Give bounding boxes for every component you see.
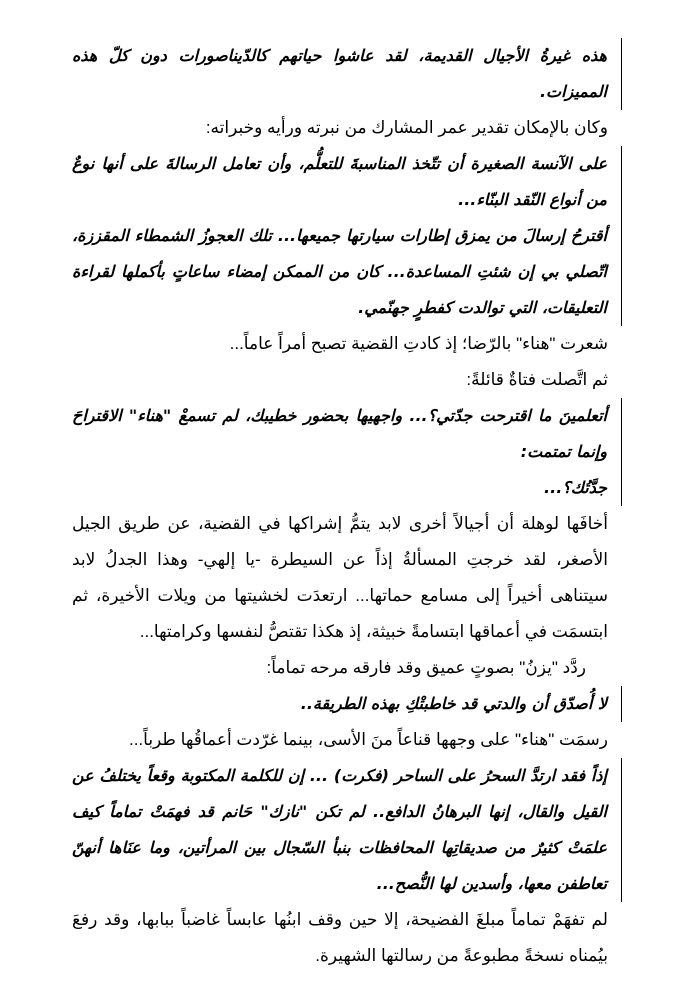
quote-block: [72, 686, 622, 722]
narrative-paragraph: أخافَها لوهلة أن أجيالاً أخرى لابد يتمُّ إشراكها في القضية، عن طريق الجيل الأصغر، لقد خرجتِ المسألةُ إذاً عن السيطرة -يا إلهي- وهذا الجدلُ لابد سيتناهى أخيراً إلى مسامع حماتها... ارتعدَت لخشيتها من ويلات الأخيرة، ثم ابتسمَت في أعماقها ابتسامةً خبيثة، إذ هكذا تقتصُّ لنفسها وكرامتها...: [72, 514, 608, 641]
quote-paragraph: هذه غيرةُ الأجيال القديمة، لقد عاشوا حياتهم كالدّيناصورات دون كلّ هذه المميزات.: [72, 46, 607, 101]
quote-block: [72, 38, 622, 110]
narrative-paragraph: ثم اتَّصلت فتاةٌ قائلةً:: [466, 370, 608, 389]
quote-paragraph: إذاً فقد ارتدَّ السحرُ على الساحر (فكرت) ... إن للكلمة المكتوبة وقعاً يختلفُ عن القيل والقال، إنها البرهانُ الدافع.. لم تكن "نازك" حَانم قد فهمَتْ تماماً كيف علمَتْ كثيرٌ من صديقاتِها المحافظات بنبأ السّجال بين المرأتين، وما عنَاها أنهنّ تعاطفن معها، وأسدين لها النُّصح...: [72, 766, 607, 893]
quote-paragraph: أتعلمينَ ما اقترحت جدّتي؟... واجهيها بحضور خطيبك، لم تسمعْ "هناء" الاقتراحَ وإنما تمتمت:: [72, 406, 607, 461]
quote-block: [72, 146, 622, 326]
narrative-paragraph: شعرت "هناء" بالرّضا؛ إذ كادتِ القضية تصبح أمراً عاماً...: [229, 334, 608, 353]
quote-paragraph: على الآنسة الصغيرة أن تتّخذ المناسبةَ للتعلُّم، وأن تعامل الرسالةَ على أنها نوعٌ من أنواع النّقد البنّاء...: [72, 154, 607, 209]
narrative-paragraph: لم تفهَمْ تماماً مبلغَ الفضيحة، إلا حين وقف ابنُها عابساً غاضباً ببابها، وقد رفعَ بيُمناه نسخةً مطبوعةً من رسالتها الشهيرة.: [72, 910, 608, 965]
quote-paragraph: أقترحُ إرسالَ من يمزق إطارات سيارتها جميعها... تلك العجوزُ الشمطاء المقززة، اتّصلي بي إن شئتِ المساعدة... كان من الممكن إمضاء ساعاتٍ بأكملها لقراءة التعليقات، التي توالدت كفطرٍ جهنّمي.: [72, 226, 607, 317]
narrative-paragraph: ردَّد "يزنُ" بصوتٍ عميق وقد فارقه مرحه تماماً:: [266, 658, 586, 677]
quote-paragraph: جدَّتُك؟...: [544, 478, 607, 497]
quote-block: [72, 398, 622, 506]
quote-block: [72, 758, 622, 902]
narrative-paragraph: وكان بالإمكان تقدير عمر المشارك من نبرته ورأيه وخبراته:: [205, 118, 608, 137]
narrative-paragraph: رسمَت "هناء" على وجهها قناعاً منَ الأسى، بينما غرّدت أعماقُها طرباً...: [128, 730, 608, 749]
quote-paragraph: لا أُصدّق أن والدتي قد خاطبتْكِ بهذه الطريقة..: [300, 694, 607, 713]
